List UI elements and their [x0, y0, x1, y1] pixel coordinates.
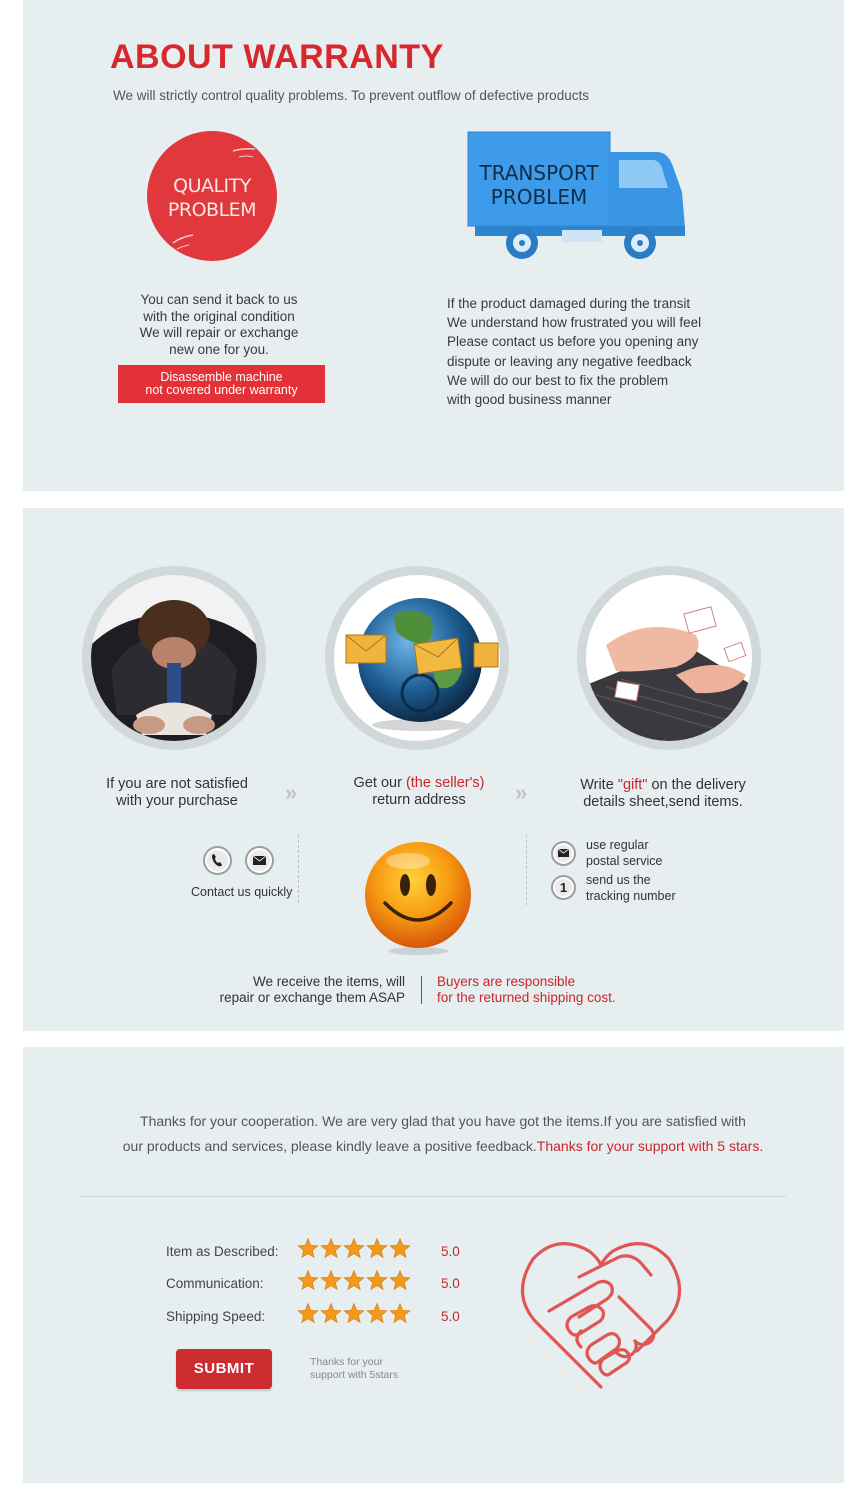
star-icon[interactable] [367, 1271, 387, 1290]
divider [298, 835, 299, 903]
thanks-paragraph [93, 1109, 793, 1159]
star-icon[interactable] [367, 1304, 387, 1323]
quality-text-line: We will repair or exchange [139, 325, 299, 340]
transport-text-line: We will do our best to fix the problem [447, 372, 669, 388]
about-warranty-section [23, 0, 844, 491]
rating-stars-communication[interactable] [297, 1270, 412, 1292]
star-icon[interactable] [344, 1239, 364, 1258]
step1-line1: If you are not satisfied [106, 776, 248, 792]
rating-label-communication: Communication: [166, 1276, 264, 1291]
transport-text-line: dispute or leaving any negative feedback [447, 353, 692, 369]
quality-text-line: new one for you. [169, 341, 269, 357]
rating-score: 5.0 [441, 1244, 460, 1259]
rating-score: 5.0 [441, 1276, 460, 1291]
transport-text-line: We understand how frustrated you will feel [447, 315, 702, 331]
warranty-exclusion-badge [118, 365, 325, 403]
step3-post: on the delivery [647, 777, 746, 793]
star-icon[interactable] [390, 1239, 410, 1258]
return-process-section [23, 508, 844, 1031]
rating-stars-shipping-speed[interactable] [297, 1303, 412, 1325]
transport-problem-text [447, 294, 701, 409]
thanks-line1: Thanks for your cooperation. We are very glad that you have got the items.If you are satisfied with [140, 1113, 746, 1129]
submit-button[interactable]: SUBMIT [176, 1349, 272, 1389]
star-icon[interactable] [344, 1304, 364, 1323]
quality-badge-line2: PROBLEM [167, 199, 257, 221]
divider [421, 976, 422, 1004]
shipping-cost-notice [437, 974, 616, 1006]
star-icon[interactable] [344, 1271, 364, 1290]
unhappy-customer-image [82, 566, 266, 750]
globe-illustration [334, 575, 500, 741]
contact-us-label: Contact us quickly [191, 885, 293, 899]
submit-note [310, 1356, 398, 1382]
step2-pre: Get our [353, 775, 406, 791]
star-icon[interactable] [390, 1304, 410, 1323]
rating-label-item-as-described: Item as Described: [166, 1244, 279, 1259]
transport-text-line: Please contact us before you opening any [447, 334, 699, 350]
globe-mail-image [325, 566, 509, 750]
quality-badge-line1: QUALITY [173, 175, 251, 197]
star-icon[interactable] [321, 1271, 341, 1290]
step2-highlight: (the seller's) [405, 775, 485, 791]
feedback-section [23, 1047, 844, 1483]
tracking-line2: tracking number [586, 889, 676, 903]
thanks-highlight: Thanks for your support with 5 stars. [536, 1138, 764, 1154]
envelope-icon [551, 841, 576, 866]
buyers-line1: Buyers are responsible [437, 974, 576, 989]
warranty-title: ABOUT WARRANTY [110, 38, 444, 76]
receive-items-text [205, 974, 405, 1006]
postal-service-text [586, 837, 662, 869]
rating-label-shipping-speed: Shipping Speed: [166, 1309, 266, 1324]
star-icon[interactable] [321, 1239, 341, 1258]
rating-stars-item-as-described[interactable] [297, 1238, 412, 1260]
smiley-face-icon [363, 841, 473, 956]
submit-note-line2: support with 5stars [310, 1369, 399, 1381]
step3-text [563, 777, 763, 811]
heart-handshake-icon [519, 1237, 683, 1392]
receive-line2: repair or exchange them ASAP [219, 990, 405, 1005]
tracking-number-text [586, 872, 676, 904]
divider [526, 835, 527, 905]
divider [81, 1196, 786, 1197]
typing-email-image [577, 566, 761, 750]
receive-line1: We receive the items, will [252, 974, 405, 989]
step2-text [319, 775, 522, 809]
step3-line2: details sheet,send items. [583, 794, 743, 810]
star-icon[interactable] [390, 1271, 410, 1290]
tracking-line1: send us the [586, 873, 651, 887]
chevron-right-icon: » [515, 780, 522, 805]
thanks-line2: our products and services, please kindly leave a positive feedback. [122, 1138, 537, 1154]
exclusion-line1: Disassemble machine [160, 370, 283, 384]
person-illustration [91, 575, 257, 741]
star-icon[interactable] [367, 1239, 387, 1258]
truck-icon [467, 130, 687, 265]
number-one-label: 1 [559, 880, 568, 895]
quality-problem-badge [147, 131, 277, 261]
keyboard-illustration [586, 575, 752, 741]
postal-line1: use regular [586, 838, 649, 852]
star-icon[interactable] [298, 1271, 318, 1290]
step1-text [87, 776, 267, 810]
exclusion-line2: not covered under warranty [145, 383, 298, 397]
step2-line2: return address [372, 792, 466, 808]
star-icon[interactable] [298, 1304, 318, 1323]
phone-icon [203, 846, 232, 875]
rating-score: 5.0 [441, 1309, 460, 1324]
quality-text-line: with the original condition [143, 308, 295, 324]
step3-pre: Write [580, 777, 618, 793]
mail-icon [245, 846, 274, 875]
truck-label-line2: PROBLEM [490, 185, 588, 209]
transport-text-line: If the product damaged during the transit [447, 296, 691, 311]
transport-text-line: with good business manner [447, 392, 612, 408]
number-one-icon [551, 875, 576, 900]
step3-highlight: "gift" [617, 777, 648, 793]
truck-label-line1: TRANSPORT [479, 161, 599, 185]
submit-note-line1: Thanks for your [310, 1356, 383, 1368]
star-icon[interactable] [321, 1304, 341, 1323]
step1-line2: with your purchase [116, 793, 238, 809]
buyers-line2: for the returned shipping cost. [437, 990, 616, 1005]
chevron-right-icon: » [285, 780, 292, 805]
postal-line2: postal service [586, 854, 663, 868]
quality-text-line: You can send it back to us [140, 292, 298, 307]
quality-problem-text [119, 292, 319, 358]
warranty-subtitle: We will strictly control quality problems. To prevent outflow of defective products [113, 88, 589, 103]
star-icon[interactable] [298, 1239, 318, 1258]
